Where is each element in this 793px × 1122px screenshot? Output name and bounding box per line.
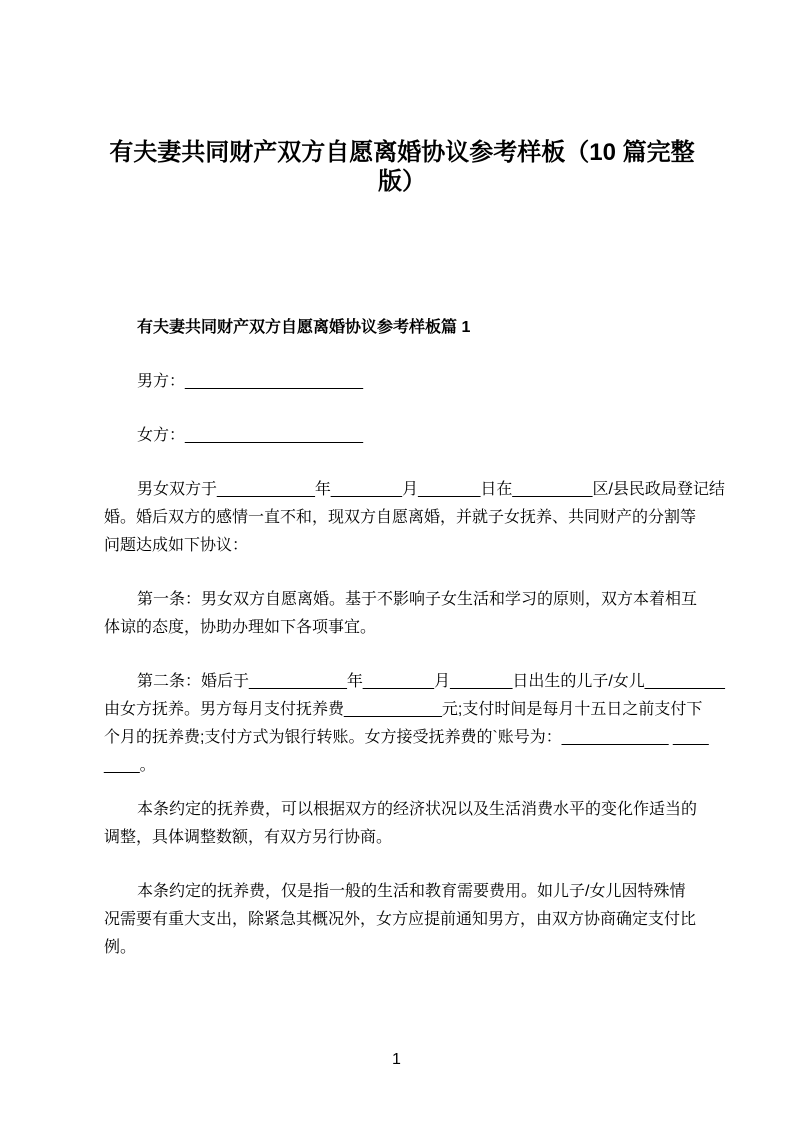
paragraph-line: 由女方抚养。男方每月支付抚养费___________元;支付时间是每月十五日之前支付下 <box>104 701 703 718</box>
paragraph-line: 调整，具体调整数额，有双方另行协商。 <box>104 829 393 846</box>
paragraph-line: 女方：____________________ <box>137 427 363 444</box>
paragraph-party-male <box>104 368 700 396</box>
paragraph-intro <box>104 476 725 560</box>
page-number: 1 <box>392 1051 401 1068</box>
paragraph-line: 个月的抚养费;支付方式为银行转账。女方接受抚养费的`账号为：____________ ____ <box>104 729 709 746</box>
paragraph-line: 本条约定的抚养费，可以根据双方的经济状况以及生活消费水平的变化作适当的 <box>137 801 698 818</box>
document-title-line: 版） <box>378 168 426 195</box>
paragraph-clause-1 <box>104 586 700 642</box>
paragraph-alimony-scope <box>104 878 700 962</box>
paragraph-alimony-adjust <box>104 796 700 852</box>
paragraph-line: 问题达成如下协议： <box>104 537 249 554</box>
paragraph-line: 本条约定的抚养费，仅是指一般的生活和教育需要费用。如儿子/女儿因特殊情 <box>137 883 686 900</box>
paragraph-line: 男方：____________________ <box>137 373 363 390</box>
paragraph-line: 婚。婚后双方的感情一直不和，现双方自愿离婚，并就子女抚养、共同财产的分割等 <box>104 509 697 526</box>
paragraph-line: 第二条：婚后于___________年________月_______日出生的儿子/女儿_________ <box>137 673 725 690</box>
document-page <box>104 138 725 962</box>
document-title <box>104 138 700 196</box>
document-title-line: 有夫妻共同财产双方自愿离婚协议参考样板（10 篇完整 <box>109 139 695 166</box>
section-heading: 有夫妻共同财产双方自愿离婚协议参考样板篇 1 <box>137 319 471 336</box>
paragraph-line: 男女双方于___________年________月_______日在_________区/县民政局登记结 <box>137 481 725 498</box>
paragraph-line: 况需要有重大支出，除紧急其概况外，女方应提前通知男方，由双方协商确定支付比 <box>104 911 697 928</box>
paragraph-line: 例。 <box>104 939 137 956</box>
paragraph-line: ____。 <box>104 757 156 774</box>
paragraph-clause-2 <box>104 668 725 780</box>
paragraph-line: 体谅的态度，协助办理如下各项事宜。 <box>104 619 377 636</box>
paragraph-line: 第一条：男女双方自愿离婚。基于不影响子女生活和学习的原则，双方本着相互 <box>137 591 698 608</box>
paragraph-party-female <box>104 422 700 450</box>
